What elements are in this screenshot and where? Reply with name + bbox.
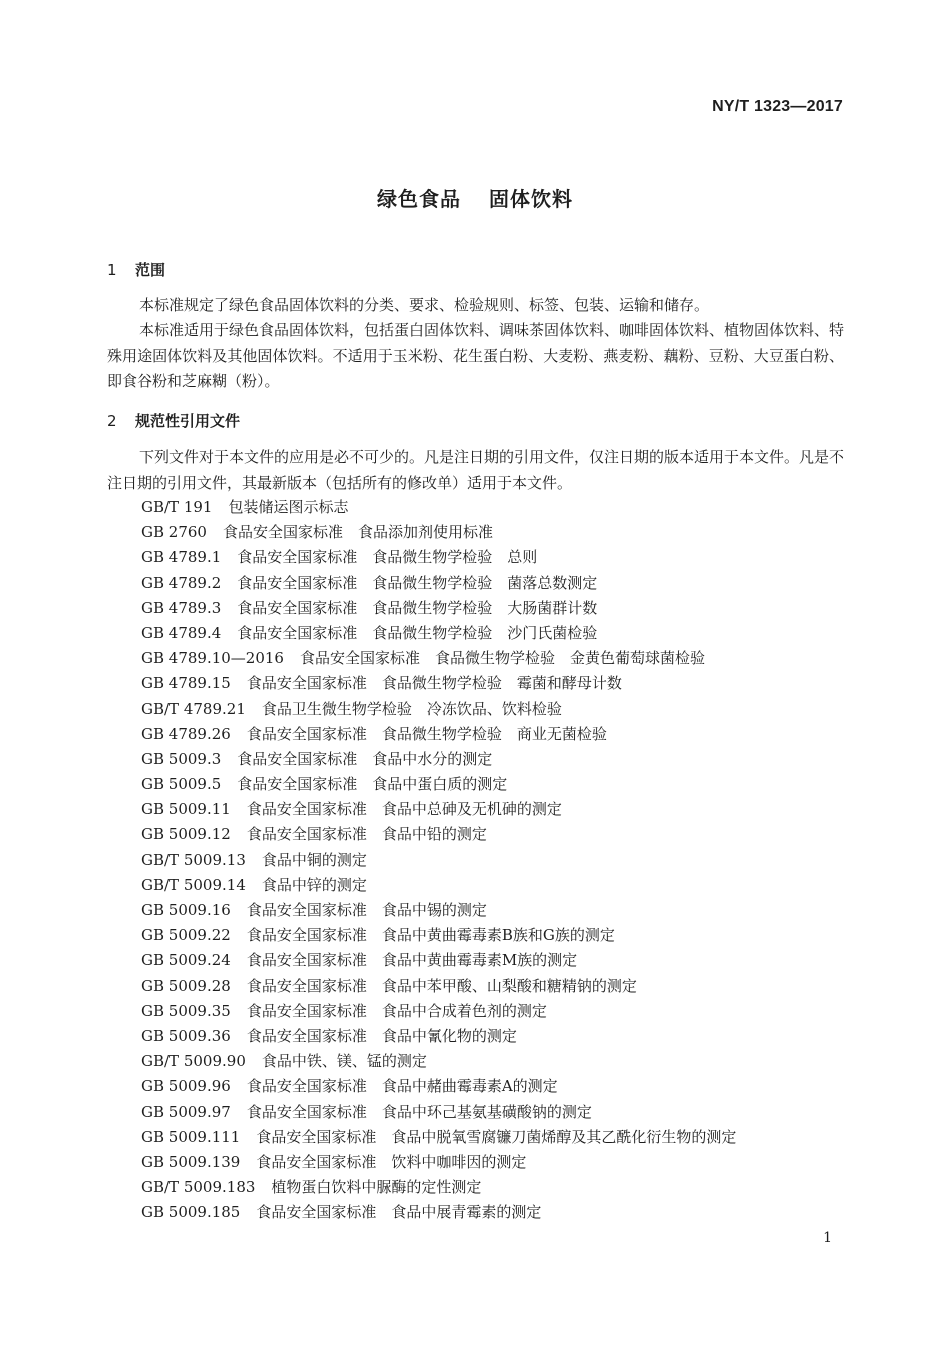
reference-code: GB 2760 bbox=[141, 523, 207, 542]
reference-code: GB 5009.96 bbox=[141, 1077, 231, 1096]
reference-item bbox=[141, 545, 736, 570]
reference-code: GB 4789.10—2016 bbox=[141, 649, 284, 668]
reference-code: GB 5009.24 bbox=[141, 951, 231, 970]
reference-item bbox=[141, 772, 736, 797]
reference-title: 食品安全国家标准 食品中铅的测定 bbox=[246, 825, 487, 844]
reference-code: GB/T 5009.183 bbox=[141, 1178, 256, 1197]
reference-code: GB/T 5009.90 bbox=[141, 1052, 246, 1071]
title-part-1: 绿色食品 bbox=[377, 187, 461, 211]
section-2-title: 规范性引用文件 bbox=[135, 412, 241, 430]
reference-title: 食品安全国家标准 食品中环己基氨基磺酸钠的测定 bbox=[246, 1102, 592, 1121]
reference-title: 食品安全国家标准 食品中合成着色剂的测定 bbox=[246, 1001, 547, 1020]
reference-code: GB 5009.3 bbox=[141, 749, 222, 768]
title-part-2: 固体饮料 bbox=[489, 187, 573, 211]
reference-item bbox=[141, 596, 736, 621]
reference-item bbox=[141, 898, 736, 923]
section-1-number: 1 bbox=[107, 261, 117, 279]
reference-code: GB 5009.111 bbox=[141, 1127, 241, 1146]
reference-item bbox=[141, 1200, 736, 1225]
document-title bbox=[0, 183, 950, 212]
reference-title: 食品安全国家标准 食品微生物学检验 沙门氏菌检验 bbox=[237, 623, 598, 642]
scope-paragraph-2: 本标准适用于绿色食品固体饮料，包括蛋白固体饮料、调味茶固体饮料、咖啡固体饮料、植物固体饮料、特殊用途固体饮料及其他固体饮料。不适用于玉米粉、花生蛋白粉、大麦粉、燕麦粉、藕粉、豆粉、大豆蛋白粉、即食谷粉和芝麻糊（粉）。 bbox=[107, 321, 845, 390]
reference-code: GB/T 5009.13 bbox=[141, 850, 246, 869]
reference-item bbox=[141, 848, 736, 873]
reference-code: GB 5009.5 bbox=[141, 775, 222, 794]
reference-item bbox=[141, 1125, 736, 1150]
reference-code: GB 5009.16 bbox=[141, 901, 231, 919]
reference-title: 食品安全国家标准 食品中总砷及无机砷的测定 bbox=[246, 800, 562, 819]
reference-title: 食品安全国家标准 食品中苯甲酸、山梨酸和糖精钠的测定 bbox=[246, 976, 637, 995]
reference-item bbox=[141, 1074, 736, 1099]
reference-title: 食品安全国家标准 食品中锡的测定 bbox=[246, 901, 487, 919]
standard-code: NY/T 1323—2017 bbox=[712, 98, 843, 115]
reference-code: GB 4789.1 bbox=[141, 548, 222, 567]
reference-code: GB 5009.35 bbox=[141, 1001, 231, 1020]
reference-item bbox=[141, 621, 736, 646]
reference-title: 食品安全国家标准 食品中黄曲霉毒素B族和G族的测定 bbox=[246, 926, 615, 945]
reference-title: 植物蛋白饮料中脲酶的定性测定 bbox=[271, 1178, 482, 1197]
reference-code: GB 5009.97 bbox=[141, 1102, 231, 1121]
reference-code: GB 5009.11 bbox=[141, 800, 231, 819]
reference-item bbox=[141, 520, 736, 545]
section-1-title: 范围 bbox=[135, 261, 166, 279]
reference-title: 食品安全国家标准 食品中水分的测定 bbox=[237, 749, 493, 768]
reference-code: GB 5009.36 bbox=[141, 1026, 231, 1045]
reference-title: 食品中锌的测定 bbox=[261, 875, 367, 894]
reference-title: 食品安全国家标准 食品微生物学检验 霉菌和酵母计数 bbox=[246, 674, 622, 693]
reference-title: 食品安全国家标准 食品微生物学检验 大肠菌群计数 bbox=[237, 598, 598, 617]
reference-code: GB 5009.28 bbox=[141, 976, 231, 995]
reference-title: 食品安全国家标准 食品微生物学检验 商业无菌检验 bbox=[246, 724, 607, 743]
reference-item bbox=[141, 1100, 736, 1125]
reference-code: GB/T 191 bbox=[141, 498, 213, 516]
reference-item bbox=[141, 697, 736, 722]
references-intro: 下列文件对于本文件的应用是必不可少的。凡是注日期的引用文件，仅注日期的版本适用于本文件。凡是不注日期的引用文件，其最新版本（包括所有的修改单）适用于本文件。 bbox=[107, 448, 845, 492]
reference-item bbox=[141, 747, 736, 772]
reference-title: 包装储运图示标志 bbox=[228, 498, 349, 516]
reference-code: GB 5009.185 bbox=[141, 1203, 241, 1222]
reference-code: GB/T 4789.21 bbox=[141, 699, 246, 718]
reference-item bbox=[141, 1150, 736, 1175]
section-2-heading bbox=[107, 410, 240, 431]
reference-title: 食品安全国家标准 食品中赭曲霉毒素A的测定 bbox=[246, 1077, 558, 1096]
reference-item bbox=[141, 646, 736, 671]
reference-title: 食品中铁、镁、锰的测定 bbox=[261, 1052, 427, 1071]
reference-item bbox=[141, 797, 736, 822]
reference-code: GB 5009.12 bbox=[141, 825, 231, 844]
reference-code: GB 4789.15 bbox=[141, 674, 231, 693]
reference-title: 食品安全国家标准 食品中氰化物的测定 bbox=[246, 1026, 517, 1045]
reference-title: 食品中铜的测定 bbox=[261, 850, 367, 869]
reference-title: 食品安全国家标准 食品微生物学检验 金黄色葡萄球菌检验 bbox=[299, 649, 705, 668]
reference-title: 食品安全国家标准 饮料中咖啡因的测定 bbox=[256, 1152, 527, 1171]
reference-item bbox=[141, 1049, 736, 1074]
reference-item bbox=[141, 974, 736, 999]
reference-code: GB 5009.22 bbox=[141, 926, 231, 945]
section-2-number: 2 bbox=[107, 412, 117, 430]
page-number: 1 bbox=[823, 1230, 832, 1246]
reference-item bbox=[141, 948, 736, 973]
reference-title: 食品安全国家标准 食品中展青霉素的测定 bbox=[256, 1203, 542, 1222]
reference-title: 食品安全国家标准 食品中蛋白质的测定 bbox=[237, 775, 508, 794]
reference-item bbox=[141, 923, 736, 948]
reference-item bbox=[141, 571, 736, 596]
reference-code: GB 4789.3 bbox=[141, 598, 222, 617]
reference-item bbox=[141, 873, 736, 898]
reference-item bbox=[141, 999, 736, 1024]
reference-item bbox=[141, 1175, 736, 1200]
reference-title: 食品安全国家标准 食品中黄曲霉毒素M族的测定 bbox=[246, 951, 578, 970]
reference-title: 食品安全国家标准 食品微生物学检验 菌落总数测定 bbox=[237, 573, 598, 592]
reference-item bbox=[141, 671, 736, 696]
reference-title: 食品卫生微生物学检验 冷冻饮品、饮料检验 bbox=[261, 699, 562, 718]
reference-title: 食品安全国家标准 食品中脱氧雪腐镰刀菌烯醇及其乙酰化衍生物的测定 bbox=[256, 1127, 737, 1146]
reference-code: GB/T 5009.14 bbox=[141, 875, 246, 894]
reference-code: GB 4789.4 bbox=[141, 623, 222, 642]
reference-title: 食品安全国家标准 食品微生物学检验 总则 bbox=[237, 548, 538, 567]
reference-list bbox=[141, 495, 736, 1225]
section-1-heading bbox=[107, 259, 165, 280]
scope-paragraph-1: 本标准规定了绿色食品固体饮料的分类、要求、检验规则、标签、包装、运输和储存。 bbox=[139, 296, 710, 314]
reference-item bbox=[141, 722, 736, 747]
reference-title: 食品安全国家标准 食品添加剂使用标准 bbox=[222, 523, 493, 542]
reference-code: GB 4789.2 bbox=[141, 573, 222, 592]
reference-item bbox=[141, 495, 736, 520]
reference-item bbox=[141, 822, 736, 847]
reference-code: GB 4789.26 bbox=[141, 724, 231, 743]
reference-code: GB 5009.139 bbox=[141, 1152, 241, 1171]
reference-item bbox=[141, 1024, 736, 1049]
